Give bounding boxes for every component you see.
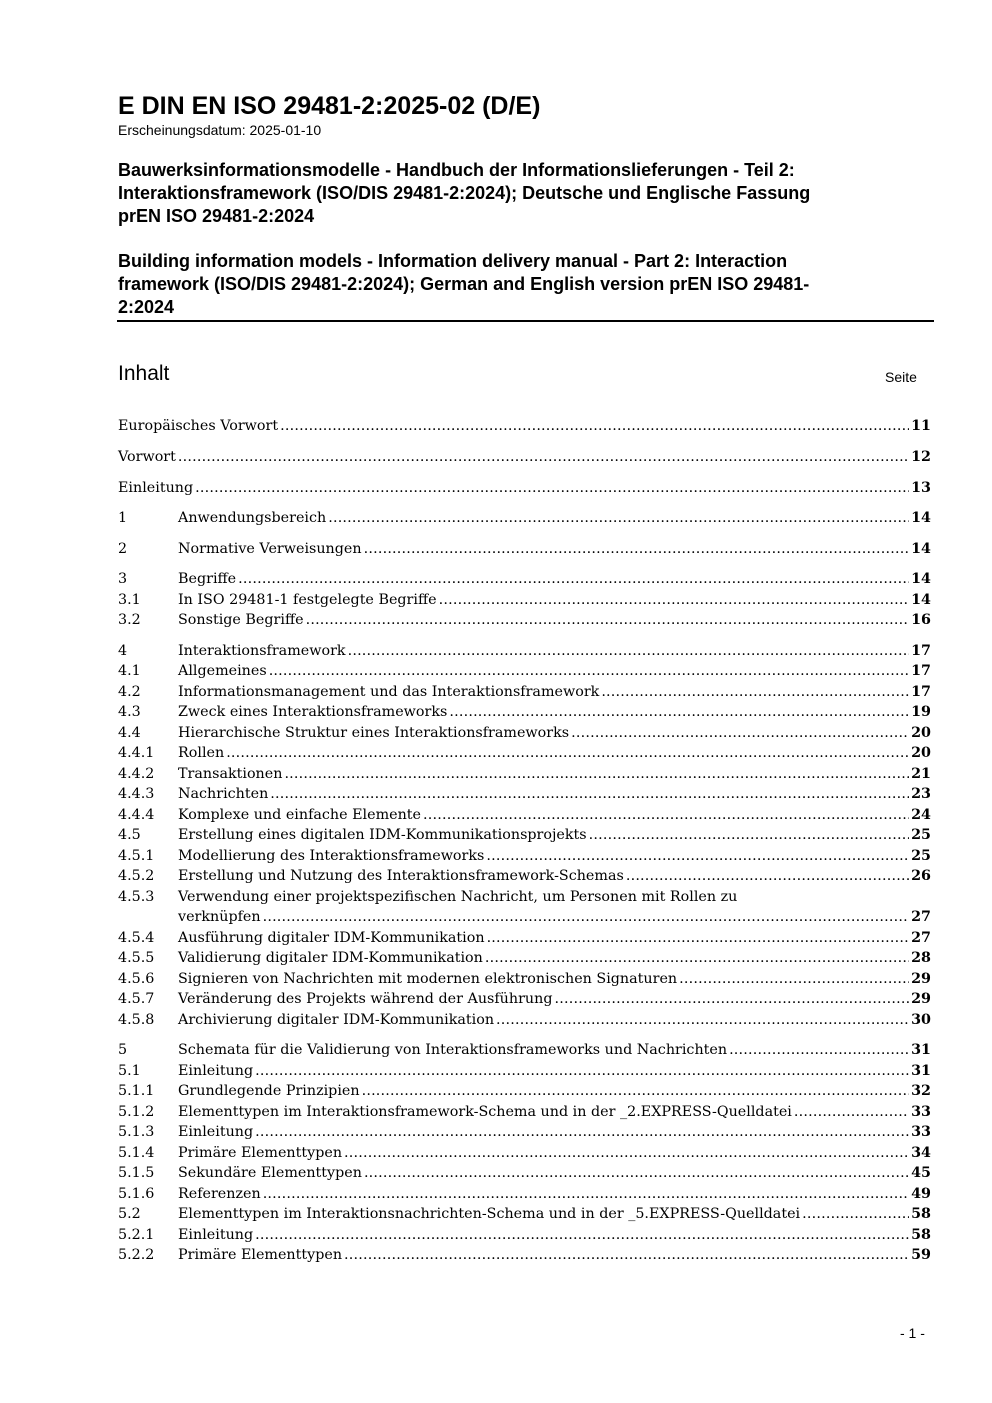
toc-entry-page: 19 [911,704,931,720]
toc-entry[interactable] [118,590,931,610]
toc-entry[interactable] [118,539,931,559]
toc-entry-title: Hierarchische Struktur eines Interaktionsframeworks [178,725,570,741]
toc-entry-title: Ausführung digitaler IDM-Kommunikation [178,930,485,946]
toc-page-label: Seite [885,369,917,385]
toc-entry-title: Archivierung digitaler IDM-Kommunikation [178,1012,495,1028]
toc-dot-leader [626,866,909,886]
toc-entry-page: 27 [911,930,931,946]
toc-entry-number: 4.3 [118,704,141,720]
toc-entry-page: 17 [911,643,931,659]
toc-entry-page: 34 [911,1145,931,1161]
toc-entry-title: Schemata für die Validierung von Interaktionsframeworks und Nachrichten [178,1042,728,1058]
toc-entry-number: 4.5.5 [118,950,155,966]
toc-entry[interactable] [118,1102,931,1122]
toc-entry-number: 5.1.1 [118,1083,155,1099]
toc-entry-page: 20 [911,725,931,741]
toc-entry-title: Verwendung einer projektspezifischen Nachricht, um Personen mit Rollen zu [178,889,738,905]
toc-entry-page: 25 [911,848,931,864]
toc-entry-page: 45 [911,1165,931,1181]
toc-entry-number: 4.4.1 [118,745,155,761]
toc-dot-leader [554,989,909,1009]
toc-dot-leader [589,825,909,845]
toc-entry[interactable] [118,569,931,589]
toc-entry[interactable] [118,1010,931,1030]
toc-entry-number: 5.2.1 [118,1227,155,1243]
toc-entry-page: 31 [911,1063,931,1079]
toc-entry-title: Komplexe und einfache Elemente [178,807,422,823]
toc-entry-number: 1 [118,510,128,526]
toc-entry[interactable] [118,508,931,528]
toc-dot-leader [270,784,909,804]
publication-date: Erscheinungsdatum: 2025-01-10 [118,122,322,138]
toc-entry-page: 12 [911,449,931,465]
toc-entry-title: Transaktionen [178,766,283,782]
toc-entry[interactable] [118,416,931,436]
toc-dot-leader [496,1010,909,1030]
document-id: E DIN EN ISO 29481-2:2025-02 (D/E) [118,92,541,120]
toc-entry-title: Einleitung [178,1124,254,1140]
toc-entry-title: Sekundäre Elementtypen [178,1165,362,1181]
toc-entry-page: 59 [911,1247,931,1263]
toc-entry-number: 4.5.4 [118,930,155,946]
toc-entry-number: 4.4 [118,725,141,741]
toc-entry[interactable] [118,928,931,948]
toc-entry-title: Vorwort [118,449,176,465]
toc-entry-title: Sonstige Begriffe [178,612,304,628]
toc-entry-title: Grundlegende Prinzipien [178,1083,360,1099]
toc-entry-number: 5.1.3 [118,1124,155,1140]
toc-entry-title: Erstellung und Nutzung des Interaktionsframework-Schemas [178,868,624,884]
toc-dot-leader [449,702,909,722]
toc-entry[interactable] [118,969,931,989]
toc-entry-page: 14 [911,571,931,587]
toc-entry-number: 4.4.2 [118,766,155,782]
toc-entry-number: 5.1.2 [118,1104,155,1120]
toc-entry-number: 4.2 [118,684,141,700]
toc-entry-page: 20 [911,745,931,761]
title-english-line: framework (ISO/DIS 29481-2:2024); German and English version prEN ISO 29481- [118,274,810,294]
toc-entry[interactable] [118,743,931,763]
page-number: - 1 - [900,1325,925,1341]
toc-dot-leader [263,1184,909,1204]
toc-entry-page: 14 [911,510,931,526]
toc-entry-number: 4.5.7 [118,991,155,1007]
toc-entry[interactable] [118,1061,931,1081]
toc-entry-page: 33 [911,1124,931,1140]
toc-entry-page: 16 [911,612,931,628]
toc-entry-number: 4.1 [118,663,141,679]
toc-entry[interactable] [118,1245,931,1265]
toc-dot-leader [362,1081,910,1101]
toc-dot-leader [802,1204,909,1224]
toc-dot-leader [348,641,910,661]
toc-dot-leader [364,539,910,559]
toc-entry[interactable] [118,1184,931,1204]
toc-entry[interactable] [118,661,931,681]
toc-entry-number: 4.5.6 [118,971,155,987]
toc-entry-page: 24 [911,807,931,823]
toc-entry-title: Elementtypen im Interaktionsframework-Schema und in der _2.EXPRESS-Quelldatei [178,1104,792,1120]
toc-entry-page: 27 [911,909,931,926]
title-german-line: Interaktionsframework (ISO/DIS 29481-2:2024); Deutsche und Englische Fassung [118,183,811,203]
toc-entry-page: 14 [911,541,931,557]
toc-entry[interactable] [118,887,931,928]
toc-entry-page: 32 [911,1083,931,1099]
toc-entry-page: 25 [911,827,931,843]
toc-entry-number: 3.1 [118,592,141,608]
toc-entry[interactable] [118,723,931,743]
toc-dot-leader [423,805,909,825]
toc-dot-leader [344,1143,909,1163]
toc-entry[interactable] [118,805,931,825]
toc-entry-number: 5.1.6 [118,1186,155,1202]
toc-entry-number: 5 [118,1042,128,1058]
toc-entry-title: Normative Verweisungen [178,541,362,557]
toc-entry[interactable] [118,1081,931,1101]
toc-entry[interactable] [118,948,931,968]
toc-entry-title: Einleitung [178,1063,254,1079]
toc-dot-leader [255,1061,909,1081]
toc-entry[interactable] [118,784,931,804]
toc-heading: Inhalt [118,362,170,385]
toc-entry-title-continued: verknüpfen [178,909,261,926]
toc-entry-title: Europäisches Vorwort [118,418,279,434]
title-english-line: Building information models - Information delivery manual - Part 2: Interaction [118,251,788,271]
toc-entry[interactable] [118,846,931,866]
toc-entry-title: Erstellung eines digitalen IDM-Kommunikationsprojekts [178,827,587,843]
toc-dot-leader [439,590,910,610]
toc-entry-number: 5.2.2 [118,1247,155,1263]
toc-entry-number: 4.4.3 [118,786,155,802]
toc-entry-page: 58 [911,1206,931,1222]
toc-dot-leader [364,1163,909,1183]
toc-entry-title: Primäre Elementtypen [178,1145,343,1161]
toc-entry-page: 11 [911,418,931,434]
toc-entry[interactable] [118,764,931,784]
title-english-line: 2:2024 [118,297,175,317]
toc-dot-leader [487,928,910,948]
toc-entry-title: Nachrichten [178,786,269,802]
toc-entry-title: Veränderung des Projekts während der Ausführung [178,991,553,1007]
title-german-line: prEN ISO 29481-2:2024 [118,206,315,226]
toc-entry-page: 13 [911,480,931,496]
toc-entry-title: Zweck eines Interaktionsframeworks [178,704,448,720]
toc-entry-title: Primäre Elementtypen [178,1247,343,1263]
toc-entry[interactable] [118,1122,931,1142]
toc-dot-leader [729,1040,909,1060]
toc-entry-title: Rollen [178,745,225,761]
toc-dot-leader [255,1225,909,1245]
toc-dot-leader [328,508,909,528]
toc-entry[interactable] [118,682,931,702]
toc-dot-leader [284,764,909,784]
toc-entry-title: Einleitung [178,1227,254,1243]
toc-dot-leader [571,723,909,743]
toc-entry-number: 5.2 [118,1206,141,1222]
toc-dot-leader [280,416,909,436]
toc-entry[interactable] [118,989,931,1009]
toc-entry-number: 4.5 [118,827,141,843]
toc-entry[interactable] [118,866,931,886]
toc-entry-title: Interaktionsframework [178,643,346,659]
toc-entry-number: 4.5.8 [118,1012,155,1028]
toc-entry-page: 31 [911,1042,931,1058]
toc-dot-leader [344,1245,909,1265]
toc-entry[interactable] [118,1204,931,1224]
toc-entry-number: 5.1.5 [118,1165,155,1181]
toc-entry-number: 4 [118,643,128,659]
toc-dot-leader [178,447,909,467]
toc-entry-page: 29 [911,991,931,1007]
title-german [118,159,918,228]
toc-entry-page: 30 [911,1012,931,1028]
toc-entry-number: 4.5.2 [118,868,155,884]
toc-dot-leader [226,743,909,763]
toc-dot-leader [486,846,909,866]
title-divider [117,320,934,322]
toc-dot-leader [263,907,910,927]
toc-entry-number: 5.1 [118,1063,141,1079]
toc-dot-leader [306,610,910,630]
toc-dot-leader [601,682,909,702]
toc-entry-page: 17 [911,663,931,679]
toc-entry-page: 14 [911,592,931,608]
toc-entry-title: Modellierung des Interaktionsframeworks [178,848,485,864]
toc-entry-title: Informationsmanagement und das Interaktionsframework [178,684,600,700]
toc-dot-leader [679,969,909,989]
toc-entry-page: 33 [911,1104,931,1120]
toc-entry-number: 3 [118,571,128,587]
toc-entry-number: 2 [118,541,128,557]
toc-entry-page: 29 [911,971,931,987]
toc-entry[interactable] [118,1143,931,1163]
toc-entry-title: Einleitung [118,480,194,496]
toc-entry-number: 3.2 [118,612,141,628]
toc-entry-title: Elementtypen im Interaktionsnachrichten-Schema und in der _5.EXPRESS-Quelldatei [178,1206,801,1222]
toc-entry-page: 28 [911,950,931,966]
title-english [118,250,918,319]
toc-entry[interactable] [118,641,931,661]
toc-entry-page: 17 [911,684,931,700]
toc-dot-leader [238,569,909,589]
toc-entry[interactable] [118,702,931,722]
toc-entry[interactable] [118,1225,931,1245]
toc-entry-number: 4.5.1 [118,848,155,864]
toc-entry-title: In ISO 29481-1 festgelegte Begriffe [178,592,437,608]
toc-dot-leader [269,661,909,681]
toc-entry-title: Begriffe [178,571,237,587]
toc-dot-leader [794,1102,909,1122]
toc-entry-number: 4.5.3 [118,889,155,905]
toc-dot-leader [255,1122,909,1142]
toc-entry[interactable] [118,447,931,467]
toc-entry-page: 49 [911,1186,931,1202]
toc-entry-page: 26 [911,868,931,884]
toc-entry-title: Allgemeines [178,663,267,679]
toc-entry-page: 58 [911,1227,931,1243]
toc-dot-leader [195,478,909,498]
toc-entry[interactable] [118,1163,931,1183]
toc-entry-number: 5.1.4 [118,1145,155,1161]
toc-entry-title: Validierung digitaler IDM-Kommunikation [178,950,483,966]
title-german-line: Bauwerksinformationsmodelle - Handbuch der Informationslieferungen - Teil 2: [118,160,795,180]
toc-entry-page: 21 [911,766,931,782]
toc-entry-title: Anwendungsbereich [178,510,327,526]
toc-entry-title: Referenzen [178,1186,261,1202]
toc-entry[interactable] [118,825,931,845]
toc-entry[interactable] [118,610,931,630]
toc-entry-title: Signieren von Nachrichten mit modernen elektronischen Signaturen [178,971,678,987]
toc-entry[interactable] [118,478,931,498]
toc-dot-leader [485,948,909,968]
toc-entry-number: 4.4.4 [118,807,155,823]
toc-entry[interactable] [118,1040,931,1060]
toc-entry-page: 23 [911,786,931,802]
